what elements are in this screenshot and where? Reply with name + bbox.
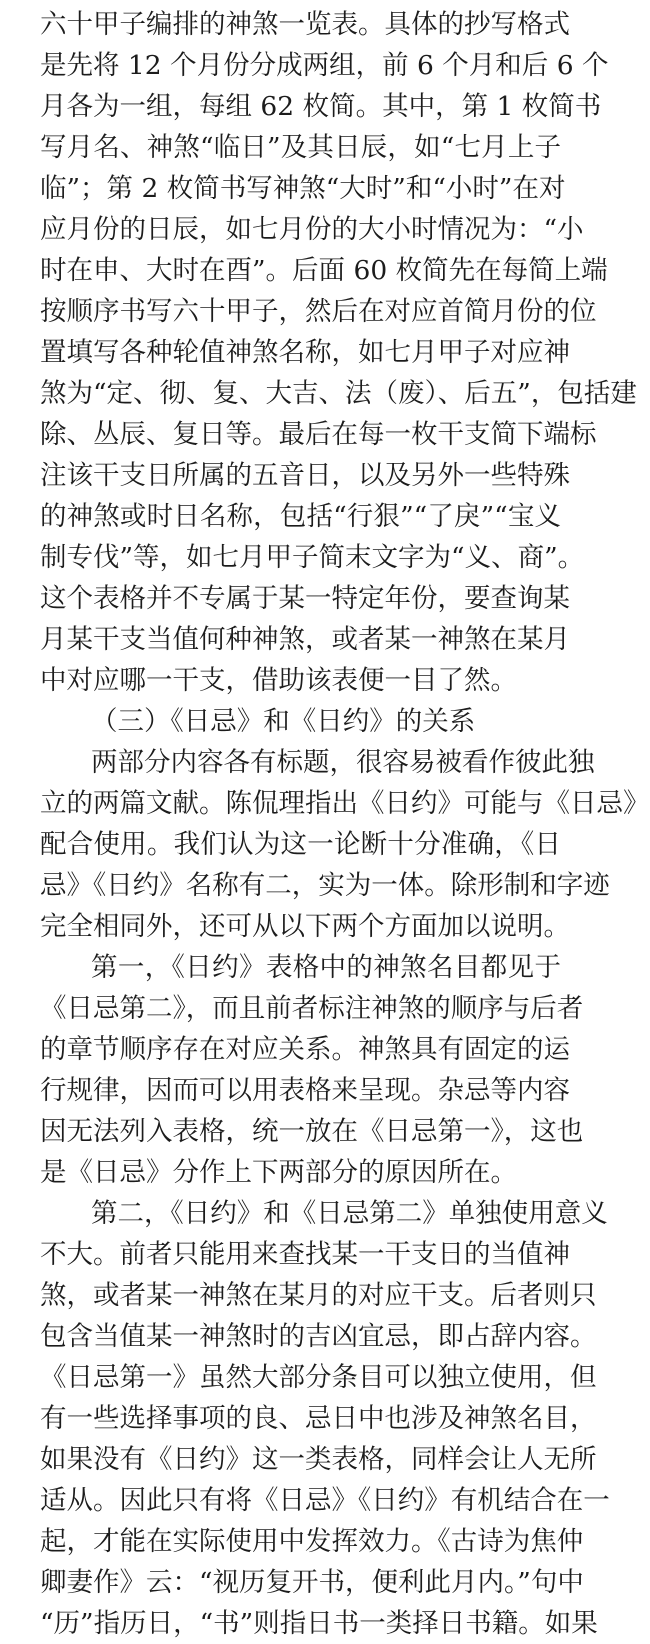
text-line: 煞为“定、彻、复、大吉、法（废）、后五”，包括建	[40, 378, 637, 409]
text-line: 包含当值某一神煞时的吉凶宜忌，即占辞内容。	[40, 1321, 597, 1352]
text-line: 除、丛辰、复日等。最后在每一枚干支简下端标	[40, 419, 597, 450]
text-line: 因无法列入表格，统一放在《日忌第一》，这也	[40, 1116, 584, 1147]
text-line: 立的两篇文献。陈侃理指出《日约》可能与《日忌》	[40, 788, 650, 819]
text-line: 时在申、大时在酉”。后面 60 枚简先在每简上端	[40, 255, 608, 286]
text-line: 适从。因此只有将《日忌》《日约》有机结合在一	[40, 1485, 610, 1516]
paragraph-first-line: 两部分内容各有标题，很容易被看作彼此独	[91, 747, 595, 778]
text-line: 的神煞或时日名称，包括“行狠”“了戾”“宝义	[40, 501, 561, 532]
text-line: 的章节顺序存在对应关系。神煞具有固定的运	[40, 1034, 570, 1065]
text-line: 六十甲子编排的神煞一览表。具体的抄写格式	[40, 9, 570, 40]
text-line: 忌》《日约》名称有二，实为一体。除形制和字迹	[40, 870, 610, 901]
text-line: 有一些选择事项的良、忌日中也涉及神煞名目，	[40, 1403, 597, 1434]
paragraph-first-line: 第二，《日约》和《日忌第二》单独使用意义	[91, 1198, 608, 1229]
text-line: 注该干支日所属的五音日，以及另外一些特殊	[40, 460, 570, 491]
paragraph-last-line: 是《日忌》分作上下两部分的原因所在。	[40, 1157, 517, 1188]
text-line: 应月份的日辰，如七月份的大小时情况为：“小	[40, 214, 584, 245]
text-line: 是先将 12 个月份分成两组，前 6 个月和后 6 个	[40, 50, 609, 81]
text-line: 这个表格并不专属于某一特定年份，要查询某	[40, 583, 570, 614]
text-line: 制专伐”等，如七月甲子简末文字为“义、商”。	[40, 542, 585, 573]
text-line: 行规律，因而可以用表格来呈现。杂忌等内容	[40, 1075, 570, 1106]
text-line: “历”指历日，“书”则指日书一类择日书籍。如果	[40, 1608, 598, 1639]
text-line: 《日忌第二》，而且前者标注神煞的顺序与后者	[40, 993, 584, 1024]
text-line: 配合使用。我们认为这一论断十分准确，《日	[40, 829, 561, 860]
text-line: 不大。前者只能用来查找某一干支日的当值神	[40, 1239, 570, 1270]
text-line: 月各为一组，每组 62 枚简。其中，第 1 枚简书	[40, 91, 602, 122]
text-line: 月某干支当值何种神煞，或者某一神煞在某月	[40, 624, 570, 655]
paragraph-last-line: 完全相同外，还可从以下两个方面加以说明。	[40, 911, 570, 942]
text-line: 写月名、神煞“临日”及其日辰，如“七月上子	[40, 132, 561, 163]
text-line: 置填写各种轮值神煞名称，如七月甲子对应神	[40, 337, 570, 368]
paragraph-last-line: 中对应哪一干支，借助该表便一目了然。	[40, 665, 517, 696]
text-line: 起，才能在实际使用中发挥效力。《古诗为焦仲	[40, 1526, 584, 1557]
section-heading: （三）《日忌》和《日约》的关系	[91, 706, 476, 737]
text-line: 煞，或者某一神煞在某月的对应干支。后者则只	[40, 1280, 597, 1311]
text-line: 如果没有《日约》这一类表格，同样会让人无所	[40, 1444, 597, 1475]
text-line: 按顺序书写六十甲子，然后在对应首简月份的位	[40, 296, 597, 327]
text-line: 临”；第 2 枚简书写神煞“大时”和“小时”在对	[40, 173, 566, 204]
paragraph-first-line: 第一，《日约》表格中的神煞名目都见于	[91, 952, 561, 983]
text-line: 卿妻作》云：“视历复开书，便利此月内。”句中	[40, 1567, 584, 1598]
text-line: 《日忌第一》虽然大部分条目可以独立使用，但	[40, 1362, 597, 1393]
